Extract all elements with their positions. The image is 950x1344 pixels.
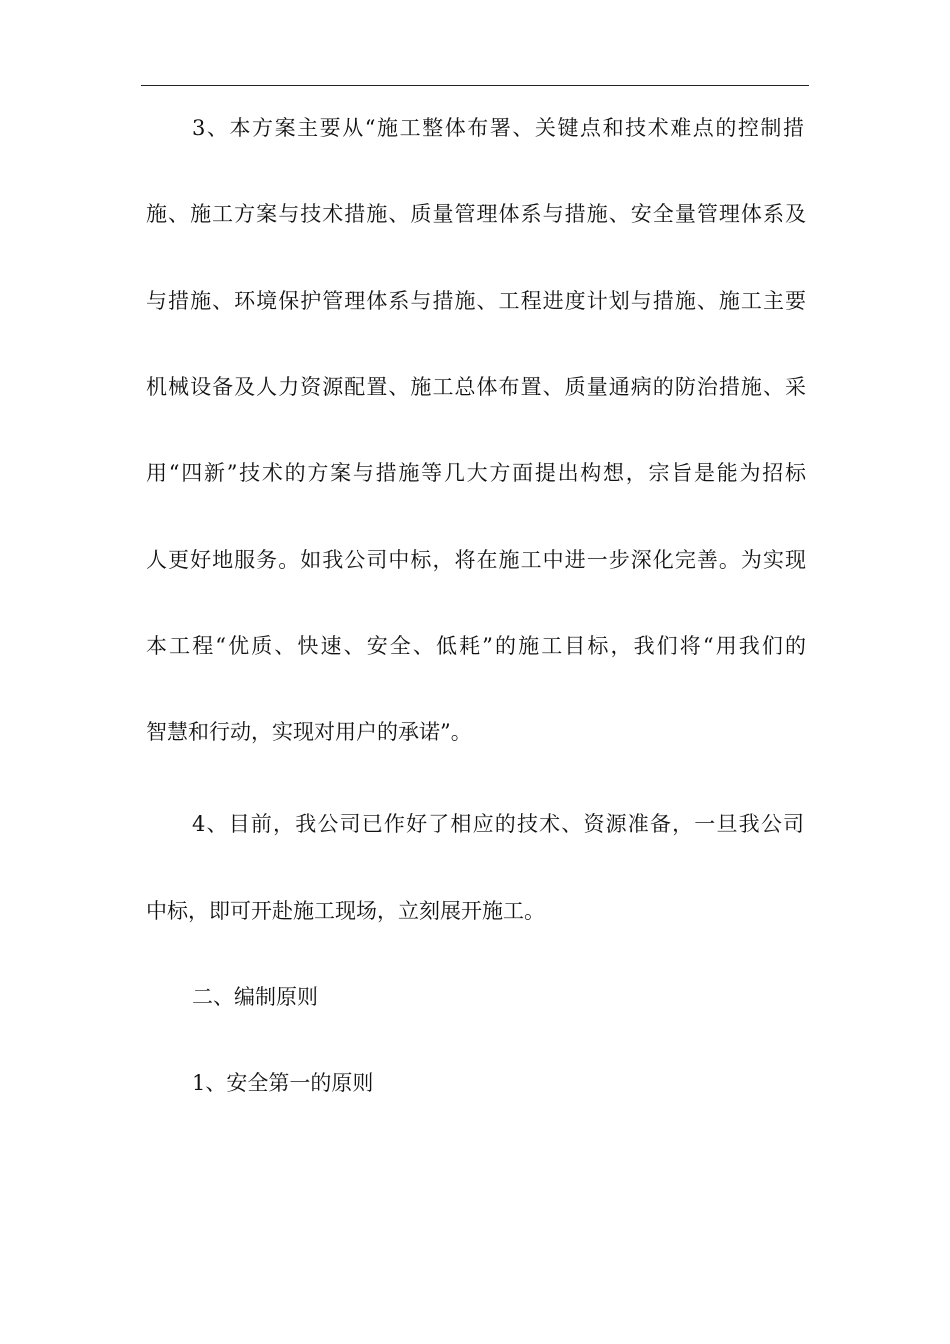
paragraph-3-line-4: 机械设备及人力资源配置、施工总体布置、质量通病的防治措施、采 [146,375,806,399]
paragraph-3-line-6: 人更好地服务。如我公司中标，将在施工中进一步深化完善。为实现 [146,548,806,572]
paragraph-3-line-2: 施、施工方案与技术措施、质量管理体系与措施、安全量管理体系及 [146,202,806,226]
paragraph-3-line-7: 本工程“优质、快速、安全、低耗”的施工目标，我们将“用我们的 [146,634,806,658]
header-rule [141,85,809,86]
principle-item-1: 1、安全第一的原则 [192,1071,374,1095]
paragraph-4-line-1: 4、目前，我公司已作好了相应的技术、资源准备，一旦我公司 [192,812,804,836]
paragraph-4-line-2: 中标，即可开赴施工现场，立刻展开施工。 [146,899,545,923]
paragraph-3-line-3: 与措施、环境保护管理体系与措施、工程进度计划与措施、施工主要 [146,289,806,313]
paragraph-3-line-1: 3、本方案主要从“施工整体布署、关键点和技术难点的控制措 [192,116,804,140]
paragraph-3-line-5: 用“四新”技术的方案与措施等几大方面提出构想，宗旨是能为招标 [146,461,806,485]
paragraph-3-line-8: 智慧和行动，实现对用户的承诺”。 [146,720,472,744]
section-heading: 二、编制原则 [192,985,318,1009]
